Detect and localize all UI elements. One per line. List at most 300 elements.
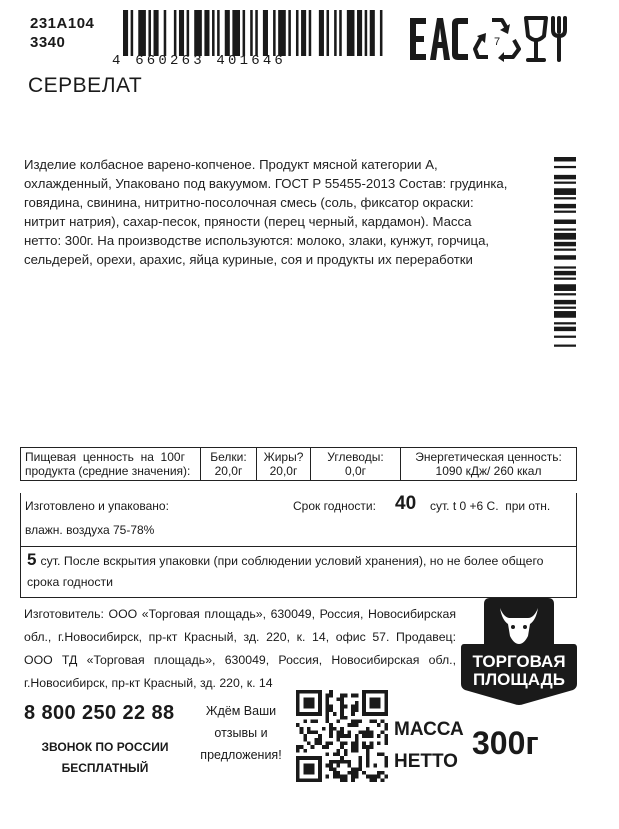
qr-module xyxy=(314,730,318,734)
qr-module xyxy=(300,727,304,731)
qr-module xyxy=(377,723,381,727)
qr-module xyxy=(311,771,315,775)
qr-module xyxy=(344,753,348,757)
qr-module xyxy=(348,730,352,734)
qr-module xyxy=(362,742,366,746)
qr-module xyxy=(351,767,355,771)
qr-module xyxy=(333,712,337,716)
qr-module xyxy=(318,734,322,738)
qr-module xyxy=(351,708,355,712)
qr-module xyxy=(340,727,344,731)
qr-module xyxy=(336,730,340,734)
qr-module xyxy=(351,771,355,775)
qr-module xyxy=(336,760,340,764)
qr-module xyxy=(340,760,344,764)
qr-module xyxy=(333,753,337,757)
qr-module xyxy=(336,734,340,738)
qr-module xyxy=(344,749,348,753)
qr-module xyxy=(303,764,307,768)
net-mass-value: 300г xyxy=(472,725,539,761)
qr-module xyxy=(370,697,374,701)
qr-module xyxy=(314,719,318,723)
qr-module xyxy=(296,764,300,768)
qr-module xyxy=(351,749,355,753)
shelf-life-label: Срок годности: xyxy=(293,499,376,513)
qr-module xyxy=(318,690,322,694)
call-note xyxy=(30,737,180,779)
qr-module xyxy=(344,694,348,698)
qr-module xyxy=(311,712,315,716)
qr-module xyxy=(384,705,388,709)
hotline-phone[interactable]: 8 800 250 22 88 xyxy=(24,702,175,724)
barcode-bar xyxy=(339,10,342,56)
qr-module xyxy=(359,767,363,771)
qr-module xyxy=(366,760,370,764)
qr-module xyxy=(318,771,322,775)
barcode-bar xyxy=(217,10,220,56)
qr-module xyxy=(344,742,348,746)
qr-module xyxy=(370,730,374,734)
barcode-bar xyxy=(278,10,286,56)
qr-module xyxy=(384,760,388,764)
qr-module xyxy=(355,767,359,771)
qr-module xyxy=(340,734,344,738)
barcode-bar xyxy=(554,307,576,309)
qr-module xyxy=(300,690,304,694)
qr-module xyxy=(373,712,377,716)
qr-module xyxy=(336,753,340,757)
composition-text: Изделие колбасное варено-копченое. Продукт мясной категории А, охлажденный, Упаковано под вакуумом. ГОСТ Р 55455-2013 Состав: грудинка, говядина, свинина, нитритно-посолочная смесь (соль, фиксатор окраски: нитрит натрия), сахар-песок, пряности (перец черный, кардамон). Масса нетто: 300г. На производстве используются: молоко, злаки, кунжут, горчица, сельдерей, орехи, арахис, яйца куриные, соя и продукты их переработки xyxy=(24,157,508,267)
qr-module xyxy=(318,712,322,716)
storage-conditions xyxy=(20,493,577,547)
qr-module xyxy=(348,734,352,738)
qr-module xyxy=(307,756,311,760)
qr-module xyxy=(344,705,348,709)
qr-module xyxy=(336,749,340,753)
qr-module xyxy=(355,749,359,753)
recycle-number: 7 xyxy=(493,36,501,48)
barcode-bar xyxy=(554,157,576,161)
qr-module xyxy=(325,764,329,768)
qr-module xyxy=(296,708,300,712)
qr-module xyxy=(300,712,304,716)
qr-module xyxy=(336,738,340,742)
qr-module xyxy=(318,760,322,764)
qr-module xyxy=(325,753,329,757)
barcode-bar xyxy=(179,10,184,56)
qr-module xyxy=(373,705,377,709)
qr-module xyxy=(359,756,363,760)
qr-module xyxy=(384,701,388,705)
qr-module xyxy=(351,745,355,749)
qr-module xyxy=(303,767,307,771)
qr-module xyxy=(311,705,315,709)
qr-module xyxy=(381,712,385,716)
qr-module xyxy=(355,701,359,705)
qr-module xyxy=(384,697,388,701)
qr-module xyxy=(336,764,340,768)
barcode-bar xyxy=(154,10,159,56)
qr-module xyxy=(384,738,388,742)
barcode-bar xyxy=(554,336,576,338)
qr-module xyxy=(377,690,381,694)
qr-module xyxy=(384,723,388,727)
qr-module xyxy=(296,749,300,753)
net-mass-label xyxy=(394,714,464,778)
qr-module xyxy=(303,778,307,782)
qr-module xyxy=(329,708,333,712)
barcode-bar xyxy=(334,10,337,56)
qr-module xyxy=(355,775,359,779)
fat-cell xyxy=(257,448,311,481)
feedback-line2: отзывы и xyxy=(214,726,268,740)
barcode-bar xyxy=(347,10,355,56)
qr-module xyxy=(351,723,355,727)
qr-module xyxy=(318,756,322,760)
qr-module xyxy=(340,745,344,749)
qr-module xyxy=(303,734,307,738)
qr-module xyxy=(318,767,322,771)
qr-module xyxy=(322,727,326,731)
qr-module xyxy=(355,694,359,698)
ean-barcode xyxy=(123,10,385,56)
qr-module xyxy=(333,775,337,779)
barcode-bar xyxy=(554,204,576,208)
qr-module xyxy=(340,708,344,712)
qr-module xyxy=(348,764,352,768)
qr-module xyxy=(370,719,374,723)
qr-module xyxy=(340,778,344,782)
qr-module xyxy=(329,760,333,764)
energy-label: Энергетическая ценность: xyxy=(415,450,562,464)
qr-module xyxy=(362,771,366,775)
carbs-value: 0,0г xyxy=(344,464,367,478)
qr-module xyxy=(344,734,348,738)
shelf-life-days: 40 xyxy=(395,493,417,514)
qr-module xyxy=(340,697,344,701)
qr-module xyxy=(329,694,333,698)
barcode-bar xyxy=(554,327,576,331)
qr-module xyxy=(311,730,315,734)
qr-module xyxy=(336,719,340,723)
barcode-bar xyxy=(250,10,253,56)
barcode-bar xyxy=(370,10,375,56)
qr-module xyxy=(314,712,318,716)
qr-module xyxy=(366,749,370,753)
qr-module xyxy=(362,730,366,734)
qr-module xyxy=(303,705,307,709)
qr-module xyxy=(340,712,344,716)
barcode-bar xyxy=(554,166,576,168)
qr-module xyxy=(355,705,359,709)
barcode-bar xyxy=(554,249,576,251)
qr-module xyxy=(366,775,370,779)
barcode-bar xyxy=(365,10,368,56)
qr-module xyxy=(384,734,388,738)
barcode-bar xyxy=(174,10,177,56)
qr-module xyxy=(366,690,370,694)
net-mass-label-line2: НЕТТО xyxy=(394,751,458,772)
producer-info: Изготовитель: ООО «Торговая площадь», 630049, Россия, Новосибирская обл., г.Новосибирск, пр-кт Красный, зд. 220, к. 14, офис 57. Продавец: ООО ТД «Торговая площадь», 630049, Россия, Новосибирская обл., г.Новосибирск, пр-кт Красный, зд. 220, к. 14 xyxy=(24,607,456,690)
qr-module xyxy=(355,738,359,742)
barcode-bar xyxy=(554,266,576,268)
qr-module xyxy=(359,764,363,768)
qr-module xyxy=(325,708,329,712)
qr-module xyxy=(307,701,311,705)
torgovaya-ploshchad-logo xyxy=(460,596,578,706)
qr-module xyxy=(366,745,370,749)
qr-module xyxy=(325,701,329,705)
qr-module xyxy=(384,775,388,779)
barcode-bar xyxy=(296,10,299,56)
qr-module xyxy=(303,719,307,723)
qr-code[interactable] xyxy=(296,690,388,782)
qr-module xyxy=(318,742,322,746)
qr-module xyxy=(362,701,366,705)
qr-module xyxy=(311,767,315,771)
qr-module xyxy=(336,697,340,701)
ean-digits: 4 660263 401646 xyxy=(112,53,287,69)
qr-module xyxy=(311,745,315,749)
qr-module xyxy=(348,760,352,764)
barcode-bar xyxy=(554,278,576,280)
call-note-line2: БЕСПЛАТНЫЙ xyxy=(61,761,149,775)
qr-module xyxy=(355,723,359,727)
qr-module xyxy=(370,690,374,694)
qr-module xyxy=(370,734,374,738)
qr-module xyxy=(340,756,344,760)
barcode-bar xyxy=(554,322,576,324)
qr-module xyxy=(329,723,333,727)
barcode-bar xyxy=(554,182,576,184)
qr-module xyxy=(355,771,359,775)
qr-module xyxy=(377,742,381,746)
qr-module xyxy=(355,742,359,746)
barcode-bar xyxy=(380,10,383,56)
qr-module xyxy=(377,734,381,738)
qr-module xyxy=(307,690,311,694)
qr-module xyxy=(384,694,388,698)
qr-module xyxy=(355,734,359,738)
product-code-line1: 231A104 xyxy=(30,15,95,32)
barcode-bar xyxy=(187,10,190,56)
qr-module xyxy=(296,767,300,771)
qr-module xyxy=(314,756,318,760)
barcode-bar xyxy=(138,10,146,56)
qr-module xyxy=(325,694,329,698)
qr-module xyxy=(366,764,370,768)
qr-module xyxy=(336,775,340,779)
energy-cell xyxy=(401,448,577,481)
qr-module xyxy=(381,753,385,757)
qr-module xyxy=(355,719,359,723)
qr-module xyxy=(344,778,348,782)
product-code xyxy=(30,14,94,52)
qr-module xyxy=(384,712,388,716)
after-opening-text: сут. После вскрытия упаковки (при соблюдении условий хранения), но не более общего срока годности xyxy=(27,554,544,589)
qr-module xyxy=(307,778,311,782)
barcode-bar xyxy=(194,10,202,56)
barcode-bar xyxy=(301,10,306,56)
qr-module xyxy=(307,712,311,716)
food-contact-icon xyxy=(523,14,571,64)
qr-module xyxy=(311,690,315,694)
qr-module xyxy=(296,690,300,694)
qr-module xyxy=(351,719,355,723)
qr-module xyxy=(296,745,300,749)
qr-module xyxy=(366,712,370,716)
qr-module xyxy=(373,764,377,768)
barcode-bar xyxy=(554,300,576,304)
qr-module xyxy=(351,778,355,782)
qr-module xyxy=(373,701,377,705)
qr-module xyxy=(318,778,322,782)
after-opening-days: 5 xyxy=(27,550,37,569)
qr-module xyxy=(377,771,381,775)
barcode-bar xyxy=(554,211,576,213)
barcode-bar xyxy=(554,345,576,347)
barcode-bar xyxy=(255,10,258,56)
qr-module xyxy=(377,775,381,779)
qr-module xyxy=(377,701,381,705)
qr-module xyxy=(351,705,355,709)
qr-module xyxy=(318,694,322,698)
barcode-bar xyxy=(148,10,151,56)
barcode-bar xyxy=(554,255,576,259)
qr-module xyxy=(296,760,300,764)
qr-module xyxy=(362,712,366,716)
qr-module xyxy=(362,708,366,712)
nutrition-label-line1: Пищевая ценность на 100г xyxy=(25,450,185,464)
barcode-bar xyxy=(554,228,576,230)
qr-module xyxy=(381,771,385,775)
product-code-line2: 3340 xyxy=(30,34,66,51)
qr-module xyxy=(381,778,385,782)
carbs-label: Углеводы: xyxy=(327,450,384,464)
barcode-bar xyxy=(309,10,312,56)
qr-module xyxy=(296,778,300,782)
qr-module xyxy=(336,771,340,775)
barcode-bar xyxy=(554,220,576,224)
qr-module xyxy=(370,712,374,716)
qr-module xyxy=(373,690,377,694)
qr-module xyxy=(377,753,381,757)
barcode-bar xyxy=(243,10,246,56)
barcode-bar xyxy=(263,10,268,56)
qr-module xyxy=(307,730,311,734)
nutrition-table xyxy=(20,447,577,481)
qr-module xyxy=(311,701,315,705)
qr-module xyxy=(307,727,311,731)
barcode-bar xyxy=(554,242,576,246)
qr-module xyxy=(296,705,300,709)
qr-module xyxy=(333,767,337,771)
qr-module xyxy=(300,730,304,734)
qr-module xyxy=(362,705,366,709)
qr-module xyxy=(311,719,315,723)
qr-module xyxy=(322,745,326,749)
barcode-bar xyxy=(554,284,576,291)
product-name: СЕРВЕЛАТ xyxy=(28,74,143,97)
feedback-note xyxy=(196,700,286,766)
qr-module xyxy=(340,742,344,746)
barcode-bar xyxy=(326,10,329,56)
qr-module xyxy=(362,697,366,701)
qr-module xyxy=(370,745,374,749)
qr-module xyxy=(377,705,381,709)
qr-module xyxy=(311,764,315,768)
barcode-bar xyxy=(232,10,240,56)
qr-module xyxy=(311,756,315,760)
barcode-bar xyxy=(131,10,134,56)
qr-module xyxy=(329,767,333,771)
carbs-cell xyxy=(311,448,401,481)
humidity-text: влажн. воздуха 75-78% xyxy=(25,523,155,537)
qr-module xyxy=(307,764,311,768)
qr-module xyxy=(351,775,355,779)
barcode-bar xyxy=(554,293,576,295)
qr-module xyxy=(303,756,307,760)
qr-module xyxy=(384,690,388,694)
qr-module xyxy=(362,734,366,738)
qr-module xyxy=(355,708,359,712)
qr-module xyxy=(318,705,322,709)
qr-module xyxy=(300,778,304,782)
qr-module xyxy=(303,771,307,775)
qr-module xyxy=(366,727,370,731)
barcode-bar xyxy=(319,10,324,56)
qr-module xyxy=(296,771,300,775)
qr-module xyxy=(329,705,333,709)
qr-module xyxy=(325,712,329,716)
barcode-bar xyxy=(164,10,167,56)
qr-module xyxy=(329,764,333,768)
qr-module xyxy=(325,775,329,779)
barcode-bar xyxy=(204,10,209,56)
qr-module xyxy=(296,697,300,701)
qr-module xyxy=(340,730,344,734)
qr-module xyxy=(318,775,322,779)
qr-module xyxy=(318,764,322,768)
qr-module xyxy=(370,778,374,782)
qr-module xyxy=(314,690,318,694)
protein-value: 20,0г xyxy=(214,464,243,478)
qr-module xyxy=(329,690,333,694)
qr-module xyxy=(355,745,359,749)
fat-value: 20,0г xyxy=(269,464,298,478)
qr-module xyxy=(384,764,388,768)
barcode-bar xyxy=(288,10,291,56)
qr-module xyxy=(300,745,304,749)
qr-module xyxy=(307,697,311,701)
qr-module xyxy=(348,723,352,727)
protein-cell xyxy=(201,448,257,481)
qr-module xyxy=(381,730,385,734)
qr-module xyxy=(307,767,311,771)
protein-label: Белки: xyxy=(210,450,247,464)
qr-module xyxy=(384,708,388,712)
qr-module xyxy=(344,716,348,720)
qr-module xyxy=(366,734,370,738)
feedback-line1: Ждём Ваши xyxy=(205,704,277,718)
call-note-line1: ЗВОНОК ПО РОССИИ xyxy=(41,740,169,754)
net-mass-label-line1: МАССА xyxy=(394,719,464,740)
barcode-bar xyxy=(123,10,128,56)
qr-module xyxy=(318,697,322,701)
nutrition-label-cell xyxy=(21,448,201,481)
qr-module xyxy=(329,727,333,731)
barcode-bar xyxy=(554,188,576,195)
